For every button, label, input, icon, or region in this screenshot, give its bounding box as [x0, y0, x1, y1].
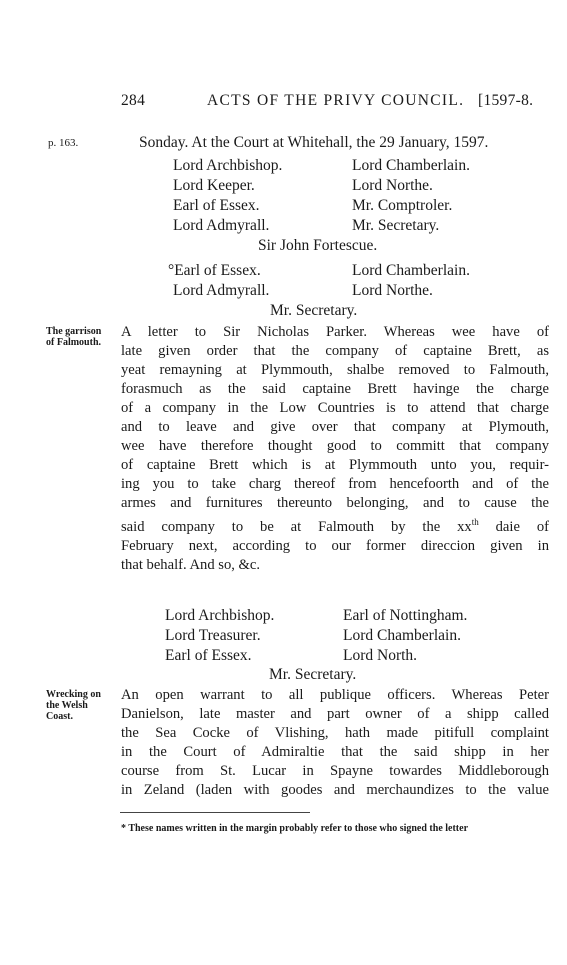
signer: Lord Chamberlain. — [352, 262, 470, 279]
attendee: Lord Northe. — [352, 177, 433, 194]
attendee: Earl of Nottingham. — [343, 607, 468, 624]
text-line: ing you to take charg thereof from hencefoorth and of the — [121, 476, 549, 492]
text-line: the Sea Cocke of Vlishing, hath made pitifull complaint — [121, 725, 549, 741]
text-line: wee have therefore thought good to committ that company — [121, 438, 549, 454]
text-line: of captaine Brett which is at Plymmouth unto you, requir- — [121, 457, 549, 473]
attendee: Lord Keeper. — [173, 177, 255, 194]
attendee: Lord North. — [343, 647, 418, 664]
footnote: * These names written in the margin probably refer to those who signed the letter — [121, 823, 469, 834]
attendee: Lord Treasurer. — [165, 627, 261, 644]
attendee: Sir John Fortescue. — [258, 237, 378, 254]
attendee: Mr. Secretary. — [269, 666, 357, 683]
text-segment: daie of — [478, 518, 549, 535]
text-line: in the Court of Admiraltie that the said shipp in her — [121, 744, 549, 760]
margin-note-garrison — [46, 326, 101, 348]
attendee: Lord Chamberlain. — [343, 627, 461, 644]
attendee: Lord Admyrall. — [173, 217, 270, 234]
text-line: A letter to Sir Nicholas Parker. Whereas wee have of — [121, 324, 549, 340]
signer: °Earl of Essex. — [168, 262, 261, 279]
margin-note-line: Coast. — [46, 711, 73, 722]
running-title: ACTS OF THE PRIVY COUNCIL. — [207, 92, 465, 109]
text-line: An open warrant to all publique officers. Whereas Peter — [121, 687, 549, 703]
sitting-heading: Sonday. At the Court at Whitehall, the 29 January, 1597. — [139, 134, 489, 151]
text-line — [121, 513, 549, 537]
text-line: and to leave and give over that company at Plymouth, — [121, 419, 549, 435]
year-range: [1597-8. — [478, 92, 534, 109]
text-line: of a company in the Low Countries is to attend that charge — [121, 400, 549, 416]
signer: Lord Northe. — [352, 282, 433, 299]
text-segment: said company to be at Falmouth by the xx — [121, 518, 472, 535]
attendee: Lord Archbishop. — [165, 607, 275, 624]
text-line: in Zeland (laden with goodes and merchaundizes to the value — [121, 782, 549, 798]
footnote-rule — [120, 812, 310, 813]
attendee: Mr. Comptroler. — [352, 197, 453, 214]
superscript: th — [471, 517, 479, 527]
text-line: armes and furnitures thereunto belonging, and to cause the — [121, 495, 549, 511]
attendee: Lord Archbishop. — [173, 157, 283, 174]
attendee: Mr. Secretary. — [352, 217, 440, 234]
margin-note-line: of Falmouth. — [46, 337, 101, 348]
text-line: that behalf. And so, &c. — [121, 556, 261, 573]
margin-note-line: The garrison — [46, 326, 102, 337]
page-reference: p. 163. — [48, 137, 79, 149]
entry-falmouth-letter — [121, 323, 549, 575]
margin-note-line: Wrecking on — [46, 689, 101, 700]
text-line: yeat remayning at Plymmouth, shalbe removed to Falmouth, — [121, 362, 549, 378]
signer: Mr. Secretary. — [270, 302, 358, 319]
text-line: late given order that the company of captaine Brett, as — [121, 343, 549, 359]
text-line: forasmuch as the said captaine Brett havinge the charge — [121, 381, 549, 397]
text-line: course from St. Lucar in Spayne towardes Middleborough — [121, 763, 549, 779]
page-number: 284 — [121, 92, 146, 109]
entry-open-warrant — [121, 686, 549, 800]
margin-note-line: the Welsh — [46, 700, 88, 711]
attendee: Lord Chamberlain. — [352, 157, 470, 174]
signer: Lord Admyrall. — [173, 282, 270, 299]
attendee: Earl of Essex. — [173, 197, 260, 214]
text-line: February next, according to our former direccion given in — [121, 537, 549, 554]
margin-note-wrecking — [46, 689, 101, 722]
text-line: Danielson, late master and part owner of a shipp called — [121, 706, 549, 722]
attendee: Earl of Essex. — [165, 647, 252, 664]
